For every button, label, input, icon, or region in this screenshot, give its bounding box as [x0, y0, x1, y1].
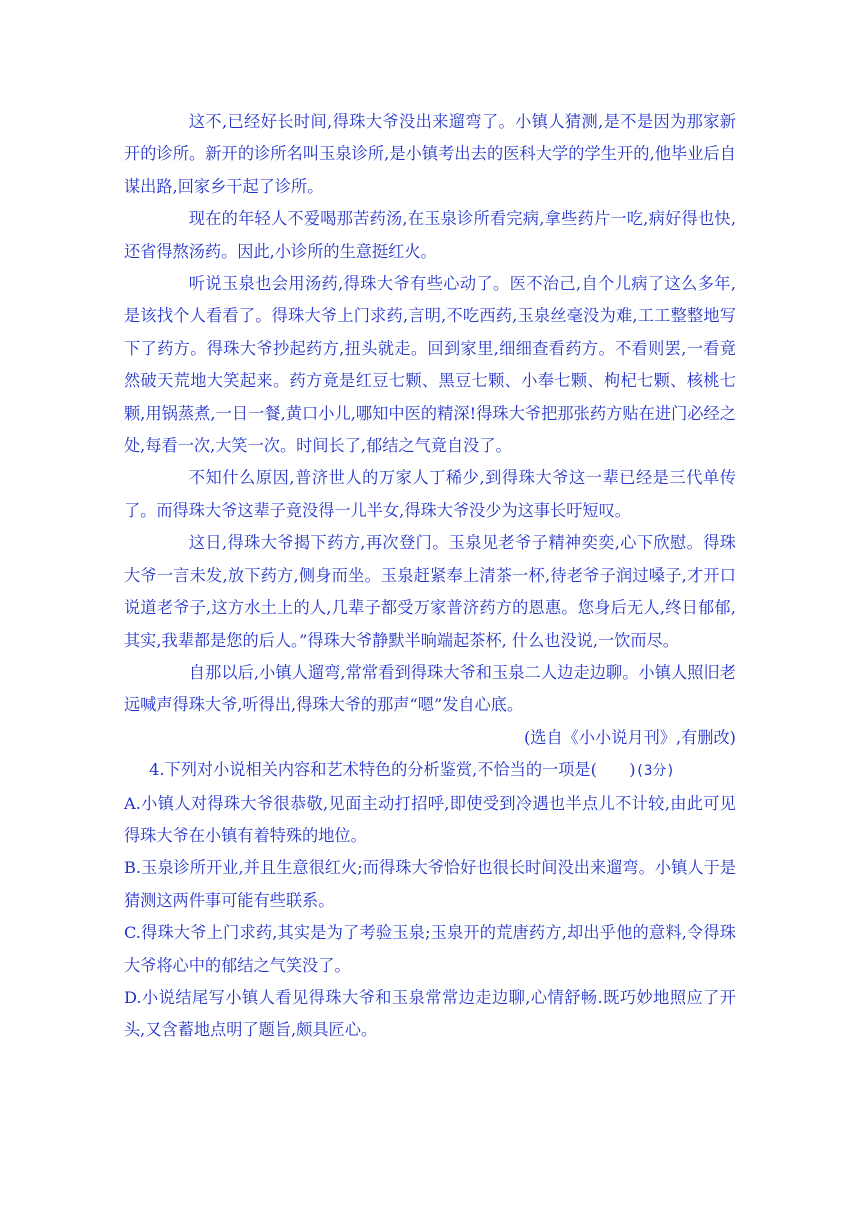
answer-option-c: C.得珠大爷上门求药,其实是为了考验玉泉;玉泉开的荒唐药方,却出乎他的意料,令得珠大爷将心中的郁结之气笑没了。 — [124, 923, 736, 975]
story-paragraph: 自那以后,小镇人遛弯,常常看到得珠大爷和玉泉二人边走边聊。小镇人照旧老远喊声得珠大爷,听得出,得珠大爷的那声“嗯”发自心底。 — [124, 662, 736, 715]
question-stem — [124, 754, 736, 787]
passage-body — [124, 106, 736, 1047]
answer-option-b: B.玉泉诊所开业,并且生意很红火;而得珠大爷恰好也很长时间没出来遛弯。小镇人于是猜测这两件事可能有些联系。 — [124, 858, 736, 910]
question-points: (3分) — [635, 763, 675, 780]
question-text: 4.下列对小说相关内容和艺术特色的分析鉴赏,不恰当的一项是( ) — [149, 760, 636, 780]
source-citation: (选自《小小说月刊》,有删改) — [523, 727, 736, 747]
story-paragraph: 这不,已经好长时间,得珠大爷没出来遛弯了。小镇人猜测,是不是因为那家新开的诊所。新开的诊所名叫玉泉诊所,是小镇考出去的医科大学的学生开的,他毕业后自谋出路,回家乡干起了诊所。 — [124, 112, 736, 196]
answer-option-d: D.小说结尾写小镇人看见得珠大爷和玉泉常常边走边聊,心情舒畅.既巧妙地照应了开头,又含蓄地点明了题旨,颇具匠心。 — [124, 987, 736, 1040]
story-paragraph: 现在的年轻人不爱喝那苦药汤,在玉泉诊所看完病,拿些药片一吃,病好得也快,还省得熬汤药。因此,小诊所的生意挺红火。 — [124, 209, 736, 261]
story-paragraph: 不知什么原因,普济世人的万家人丁稀少,到得珠大爷这一辈已经是三代单传了。而得珠大爷这辈子竟没得一儿半女,得珠大爷没少为这事长吁短叹。 — [124, 468, 736, 520]
answer-option-a: A.小镇人对得珠大爷很恭敬,见面主动打招呼,即使受到冷遇也半点儿不计较,由此可见得珠大爷在小镇有着特殊的地位。 — [124, 793, 736, 845]
story-paragraph: 听说玉泉也会用汤药,得珠大爷有些心动了。医不治己,自个儿病了这么多年,是该找个人看看了。得珠大爷上门求药,言明,不吃西药,玉泉丝毫没为难,工工整整地写下了药方。得珠大爷抄起药方,扭头就走。回到家里,细细查看药方。不看则罢,一看竟然破天荒地大笑起来。药方竟是红豆七颗、黑豆七颗、小奉七颗、枸杞七颗、核桃七颗,用锅蒸煮,一日一餐,黄口小儿,哪知中医的精深!得珠大爷把那张药方贴在进门必经之处,每看一次,大笑一次。时间长了,郁结之气竟自没了。 — [124, 274, 736, 456]
story-paragraph: 这日,得珠大爷揭下药方,再次登门。玉泉见老爷子精神奕奕,心下欣慰。得珠大爷一言未发,放下药方,侧身而坐。玉泉赶紧奉上清茶一杯,待老爷子润过嗓子,才开口说道老爷子,这方水土上的人,几辈子都受万家普济药方的恩惠。您身后无人,终日郁郁,其实,我辈都是您的后人。”得珠大爷静默半晌端起茶杯, 什么也没说,一饮而尽。 — [124, 533, 736, 650]
